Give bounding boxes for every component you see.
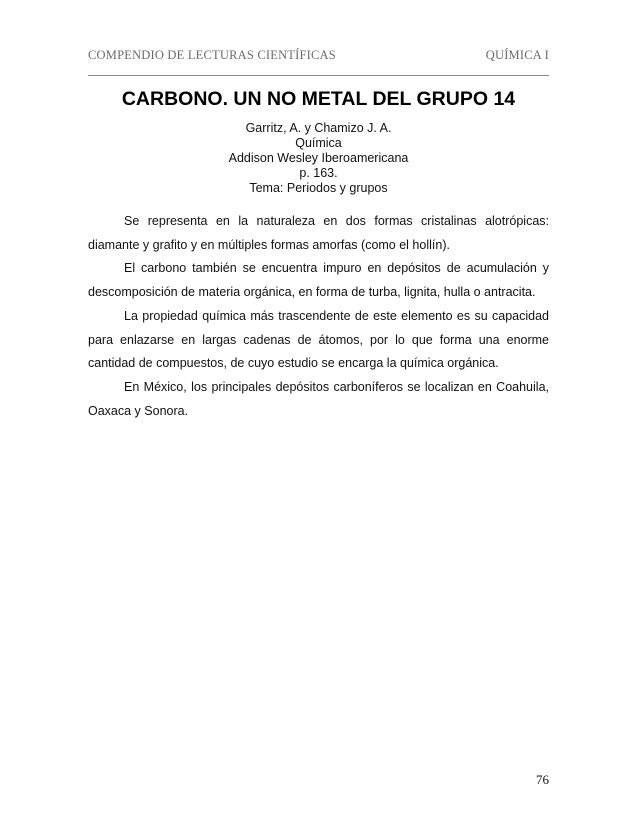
header-compendium-title: COMPENDIO DE LECTURAS CIENTÍFICAS	[88, 48, 336, 62]
paragraph-mexico-deposits: En México, los principales depósitos carboníferos se localizan en Coahuila, Oaxaca y Sonora.	[88, 379, 549, 418]
header-subject: QUÍMICA I	[485, 48, 549, 62]
reference-authors: Garritz, A. y Chamizo J. A.	[245, 121, 392, 135]
reference-publisher: Addison Wesley Iberoamericana	[228, 151, 409, 165]
bibliographic-reference	[88, 121, 549, 196]
paragraph-impure-deposits: El carbono también se encuentra impuro en depósitos de acumulación y descomposición de materia orgánica, en forma de turba, lignita, hulla o antracita.	[88, 261, 549, 300]
article-title: CARBONO. UN NO METAL DEL GRUPO 14	[121, 88, 516, 110]
paragraph-chemical-property: La propiedad química más trascendente de este elemento es su capacidad para enlazarse en largas cadenas de átomos, por lo que forma una enorme cantidad de compuestos, de cuyo estudio se encarga la química orgánica.	[88, 308, 549, 371]
reference-page: p. 163.	[299, 166, 338, 180]
reference-topic: Tema: Periodos y grupos	[249, 181, 388, 195]
paragraph-allotropic-forms: Se representa en la naturaleza en dos formas cristalinas alotrópicas: diamante y grafito y en múltiples formas amorfas (como el hollín).	[88, 214, 549, 252]
reference-book: Química	[295, 136, 342, 150]
article-body	[88, 210, 549, 423]
page-number: 76	[536, 772, 549, 787]
header-divider	[88, 75, 549, 76]
page-header	[88, 48, 549, 68]
